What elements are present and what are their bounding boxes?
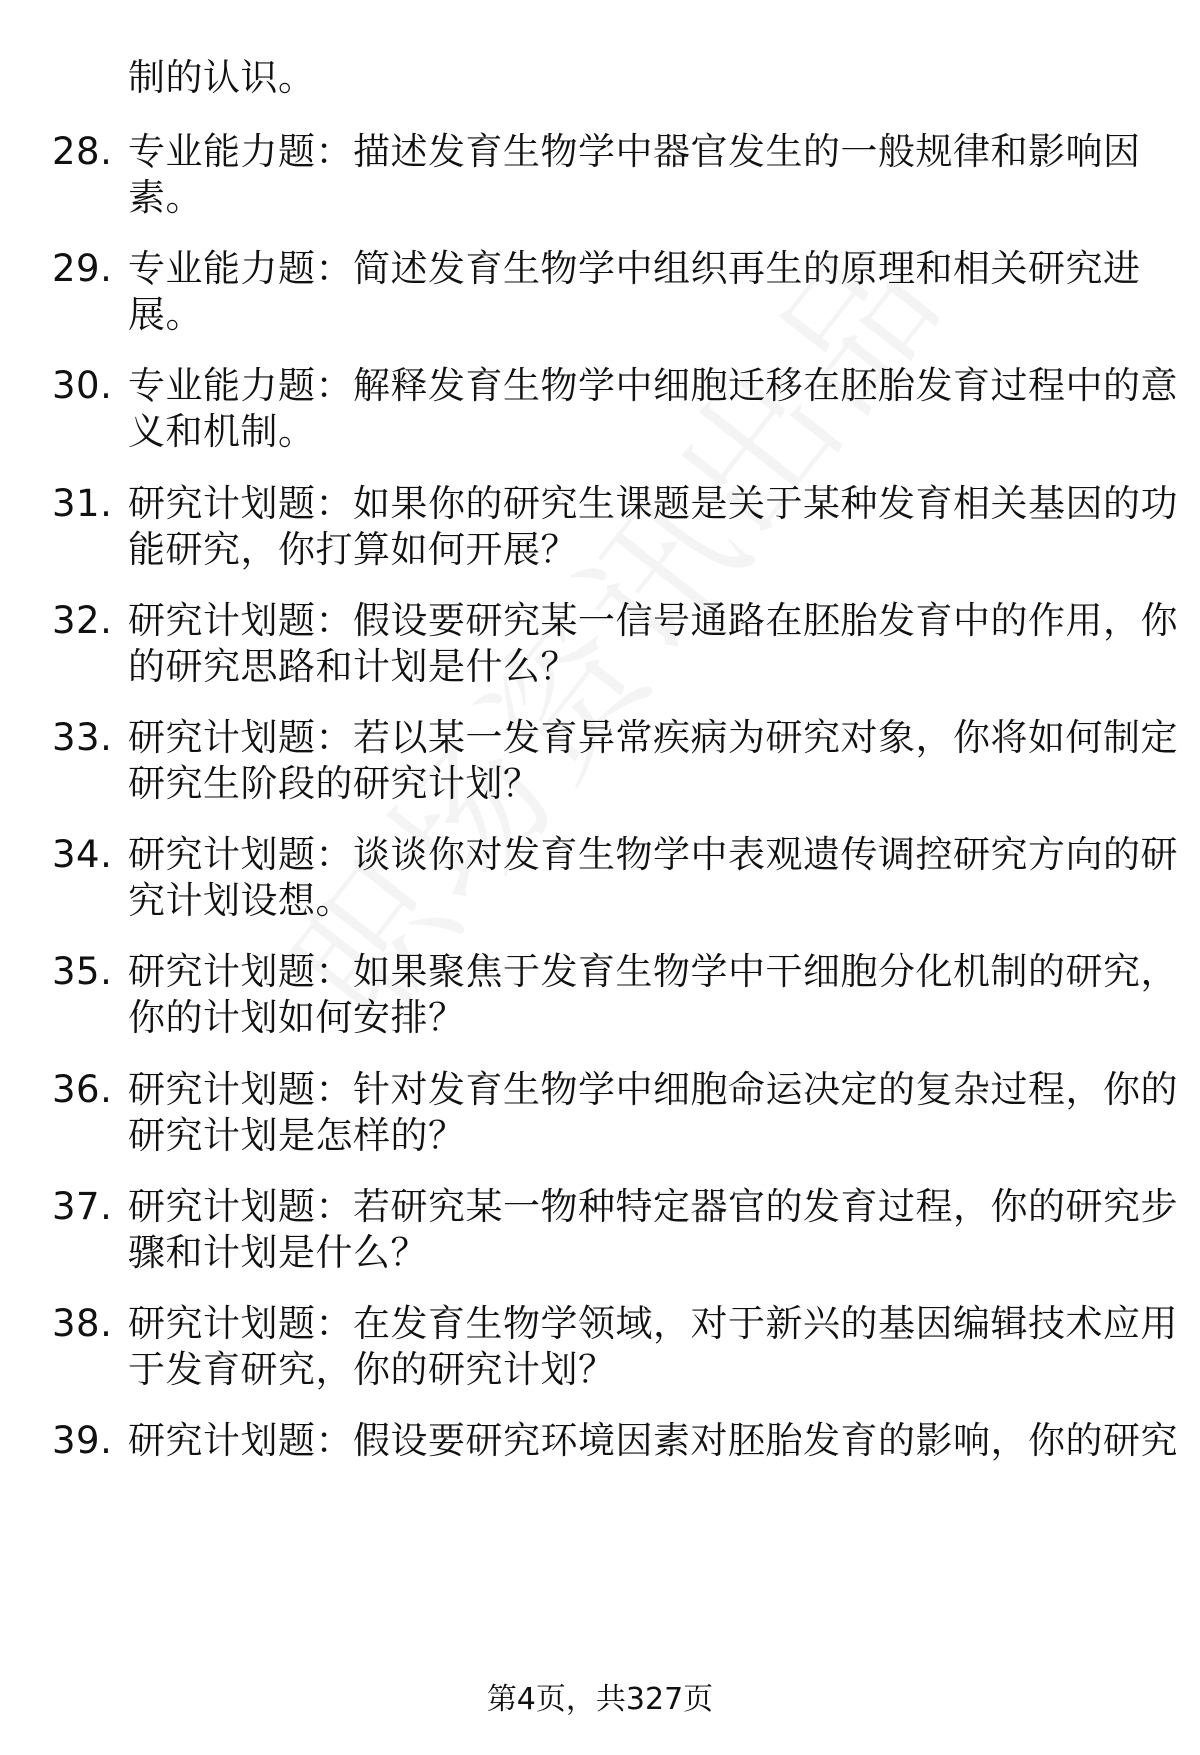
- question-text-line: 研究生阶段的研究计划？: [128, 762, 541, 805]
- question-text-line: 专业能力题：解释发育生物学中细胞迁移在胚胎发育过程中的意: [128, 364, 1178, 407]
- question-number: 36.: [52, 1068, 113, 1111]
- question-text-line: 研究计划题：在发育生物学领域，对于新兴的基因编辑技术应用: [128, 1302, 1178, 1345]
- question-text-line: 研究计划题：针对发育生物学中细胞命运决定的复杂过程，你的: [128, 1068, 1178, 1111]
- question-text-line: 研究计划题：假设要研究某一信号通路在胚胎发育中的作用，你: [128, 599, 1178, 642]
- question-text-line: 骤和计划是什么？: [128, 1231, 428, 1274]
- question-number: 30.: [52, 364, 113, 407]
- question-text-line: 的研究思路和计划是什么？: [128, 645, 578, 688]
- question-text-line: 研究计划题：如果你的研究生课题是关于某种发育相关基因的功: [128, 482, 1178, 525]
- question-number: 38.: [52, 1302, 113, 1345]
- question-number: 39.: [52, 1419, 113, 1462]
- question-text-line: 能研究，你打算如何开展？: [128, 528, 578, 571]
- question-text-line: 研究计划题：假设要研究环境因素对胚胎发育的影响，你的研究: [128, 1419, 1178, 1462]
- question-text-line: 专业能力题：描述发育生物学中器官发生的一般规律和影响因: [128, 130, 1141, 173]
- question-text-line: 展。: [128, 293, 203, 336]
- question-text-line: 研究计划是怎样的？: [128, 1114, 466, 1157]
- question-text-line: 研究计划题：若以某一发育异常疾病为研究对象，你将如何制定: [128, 716, 1178, 759]
- question-number: 29.: [52, 247, 113, 290]
- question-text-line: 究计划设想。: [128, 879, 353, 922]
- question-number: 32.: [52, 599, 113, 642]
- question-text-line: 研究计划题：若研究某一物种特定器官的发育过程，你的研究步: [128, 1185, 1178, 1228]
- question-number: 37.: [52, 1185, 113, 1228]
- question-text-line: 素。: [128, 176, 203, 219]
- question-number: 35.: [52, 950, 113, 993]
- question-text-line: 专业能力题：简述发育生物学中组织再生的原理和相关研究进: [128, 247, 1141, 290]
- question-text-line: 于发育研究，你的研究计划？: [128, 1348, 616, 1391]
- question-number: 33.: [52, 716, 113, 759]
- question-number: 34.: [52, 833, 113, 876]
- question-text-line: 研究计划题：如果聚焦于发育生物学中干细胞分化机制的研究，: [128, 950, 1178, 993]
- question-text-line: 研究计划题：谈谈你对发育生物学中表观遗传调控研究方向的研: [128, 833, 1178, 876]
- question-number: 31.: [52, 482, 113, 525]
- question-text-line: 义和机制。: [128, 410, 316, 453]
- question-text-line: 你的计划如何安排？: [128, 996, 466, 1039]
- question-text-line: 制的认识。: [128, 56, 316, 99]
- question-number: 28.: [52, 130, 113, 173]
- page-footer: 第4页，共327页: [486, 1682, 714, 1717]
